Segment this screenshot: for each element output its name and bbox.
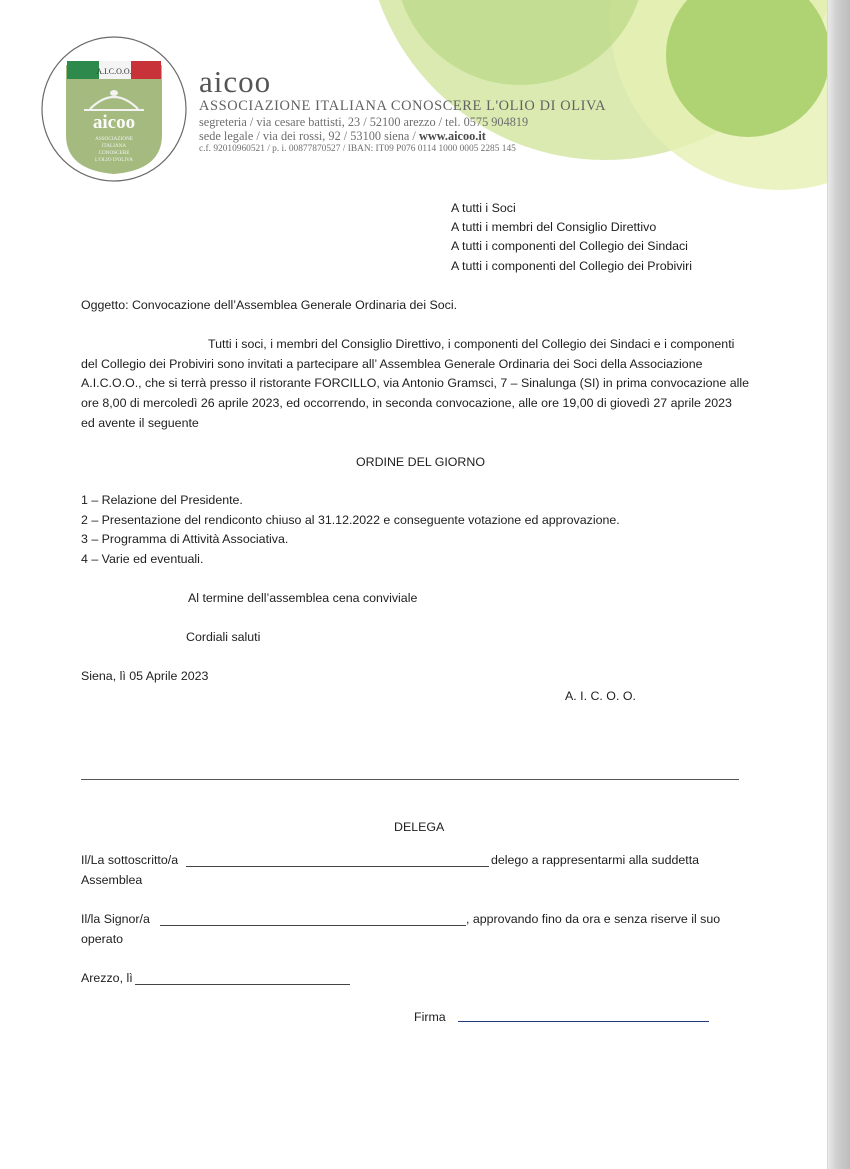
legal-address-text: sede legale / via dei rossi, 92 / 53100 siena / xyxy=(199,129,419,143)
logo-flag-text: A.I.C.O.O. xyxy=(96,67,132,76)
letterhead xyxy=(199,66,619,156)
body-line-1: Tutti i soci, i membri del Consiglio Direttivo, i componenti del Collegio dei Sindaci e i componenti xyxy=(208,337,735,351)
delega-statement-cont: Assemblea xyxy=(81,873,143,887)
dinner-note: Al termine dell’assemblea cena conviviale xyxy=(188,591,418,605)
approval-statement: , approvando fino da ora e senza riserve il suo xyxy=(466,912,721,926)
logo-caption-4: L'OLIO D'OLIVA xyxy=(95,157,133,163)
agenda-item-4: 4 – Varie ed eventuali. xyxy=(81,552,204,566)
recipient-1: A tutti i Soci xyxy=(451,201,516,215)
website-link[interactable]: www.aicoo.it xyxy=(418,129,486,143)
secretariat-address: segreteria / via cesare battisti, 23 / 52100 arezzo / tel. 0575 904819 xyxy=(199,115,529,129)
agenda-item-2: 2 – Presentazione del rendiconto chiuso al 31.12.2022 e conseguente votazione ed approvazione. xyxy=(81,513,620,527)
agenda-item-3: 3 – Programma di Attività Associativa. xyxy=(81,532,289,546)
recipient-2: A tutti i membri del Consiglio Direttivo xyxy=(451,220,657,234)
firma-label: Firma xyxy=(414,1010,446,1024)
signature-org: A. I. C. O. O. xyxy=(565,689,636,703)
section-separator xyxy=(81,779,739,780)
undersigned-name-field[interactable] xyxy=(186,866,489,867)
agenda-title: ORDINE DEL GIORNO xyxy=(356,455,485,469)
body-line-5: ed avente il seguente xyxy=(81,416,199,430)
greeting: Cordiali saluti xyxy=(186,630,261,644)
recipient-4: A tutti i componenti del Collegio dei Probiviri xyxy=(451,259,693,273)
logo-caption-1: ASSOCIAZIONE xyxy=(95,136,133,142)
aicoo-logo xyxy=(40,35,188,183)
body-line-2: del Collegio dei Probiviri sono invitati a partecipare all’ Assemblea Generale Ordinaria dei Soci della Associazione xyxy=(81,357,703,371)
delega-undersigned-label: Il/La sottoscritto/a xyxy=(81,853,179,867)
approval-statement-cont: operato xyxy=(81,932,124,946)
delegate-label: Il/la Signor/a xyxy=(81,912,150,926)
scan-edge xyxy=(828,0,850,1169)
delega-date-field[interactable] xyxy=(135,984,350,985)
fiscal-info: c.f. 92010960521 / p. i. 00877870527 / IBAN: IT09 P076 0114 1000 0005 2285 145 xyxy=(199,144,516,154)
delega-statement: delego a rappresentarmi alla suddetta xyxy=(491,853,700,867)
delega-place-label: Arezzo, lì xyxy=(81,971,133,985)
logo-caption-3: CONOSCERE xyxy=(98,150,130,156)
brand-name: aicoo xyxy=(199,64,272,99)
subject-line: Oggetto: Convocazione dell’Assemblea Generale Ordinaria dei Soci. xyxy=(81,298,458,312)
logo-wordmark: aicoo xyxy=(92,112,136,133)
delega-title: DELEGA xyxy=(394,820,445,834)
place-date: Siena, lì 05 Aprile 2023 xyxy=(81,669,209,683)
recipient-3: A tutti i componenti del Collegio dei Sindaci xyxy=(451,239,688,253)
delegate-name-field[interactable] xyxy=(160,925,466,926)
agenda-item-1: 1 – Relazione del Presidente. xyxy=(81,493,243,507)
legal-address xyxy=(199,129,619,143)
body-line-4: ore 8,00 di mercoledì 26 aprile 2023, ed occorrendo, in seconda convocazione, alle ore 19,00 di giovedì 27 aprile 2023 xyxy=(81,396,732,410)
association-name: ASSOCIAZIONE ITALIANA CONOSCERE L'OLIO DI OLIVA xyxy=(199,98,607,114)
body-line-3: A.I.C.O.O., che si terrà presso il ristorante FORCILLO, via Antonio Gramsci, 7 – Sinalunga (SI) in prima convocazione alle xyxy=(81,376,749,390)
signature-field[interactable] xyxy=(458,1021,709,1022)
logo-caption-2: ITALIANA xyxy=(101,143,127,149)
